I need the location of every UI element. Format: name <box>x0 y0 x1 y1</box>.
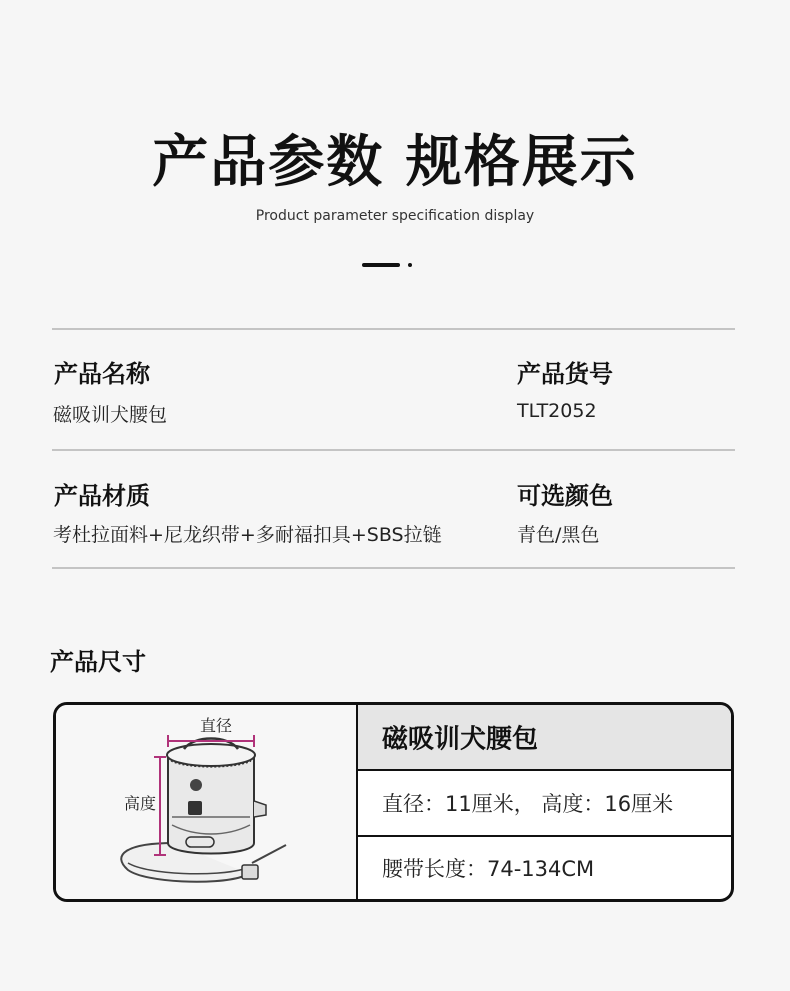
height-label: 高度 <box>123 794 157 813</box>
product-material-value: 考杜拉面料+尼龙织带+多耐福扣具+SBS拉链 <box>53 524 442 546</box>
title-dash-decoration <box>362 263 400 267</box>
size-table-header-row <box>358 705 731 771</box>
diameter-label: 直径 <box>199 716 233 735</box>
size-section-title: 产品尺寸 <box>50 648 146 676</box>
divider-middle <box>52 449 735 451</box>
size-table-title: 磁吸训犬腰包 <box>382 724 539 755</box>
divider-bottom <box>52 567 735 569</box>
size-dimensions-text: 直径：11厘米， 高度：16厘米 <box>382 792 674 816</box>
product-color-label: 可选颜色 <box>517 482 613 510</box>
product-name-value: 磁吸训犬腰包 <box>53 404 168 426</box>
product-name-label: 产品名称 <box>54 360 150 388</box>
size-info-cell <box>358 705 731 899</box>
title-dot-decoration <box>408 263 412 267</box>
page-title: 产品参数 规格展示 <box>152 130 638 195</box>
product-sku-label: 产品货号 <box>517 360 613 388</box>
size-belt-row <box>358 837 731 899</box>
product-color-value: 青色/黑色 <box>517 524 600 546</box>
page-subtitle: Product parameter specification display <box>255 208 535 224</box>
divider-top <box>52 328 735 330</box>
size-diagram-cell <box>56 705 358 899</box>
product-sku-value: TLT2052 <box>517 400 597 422</box>
size-dimensions-row <box>358 771 731 837</box>
size-table <box>53 702 734 902</box>
size-belt-text: 腰带长度：74-134CM <box>382 857 595 881</box>
product-material-label: 产品材质 <box>54 482 150 510</box>
waist-bag-illustration <box>56 705 358 901</box>
